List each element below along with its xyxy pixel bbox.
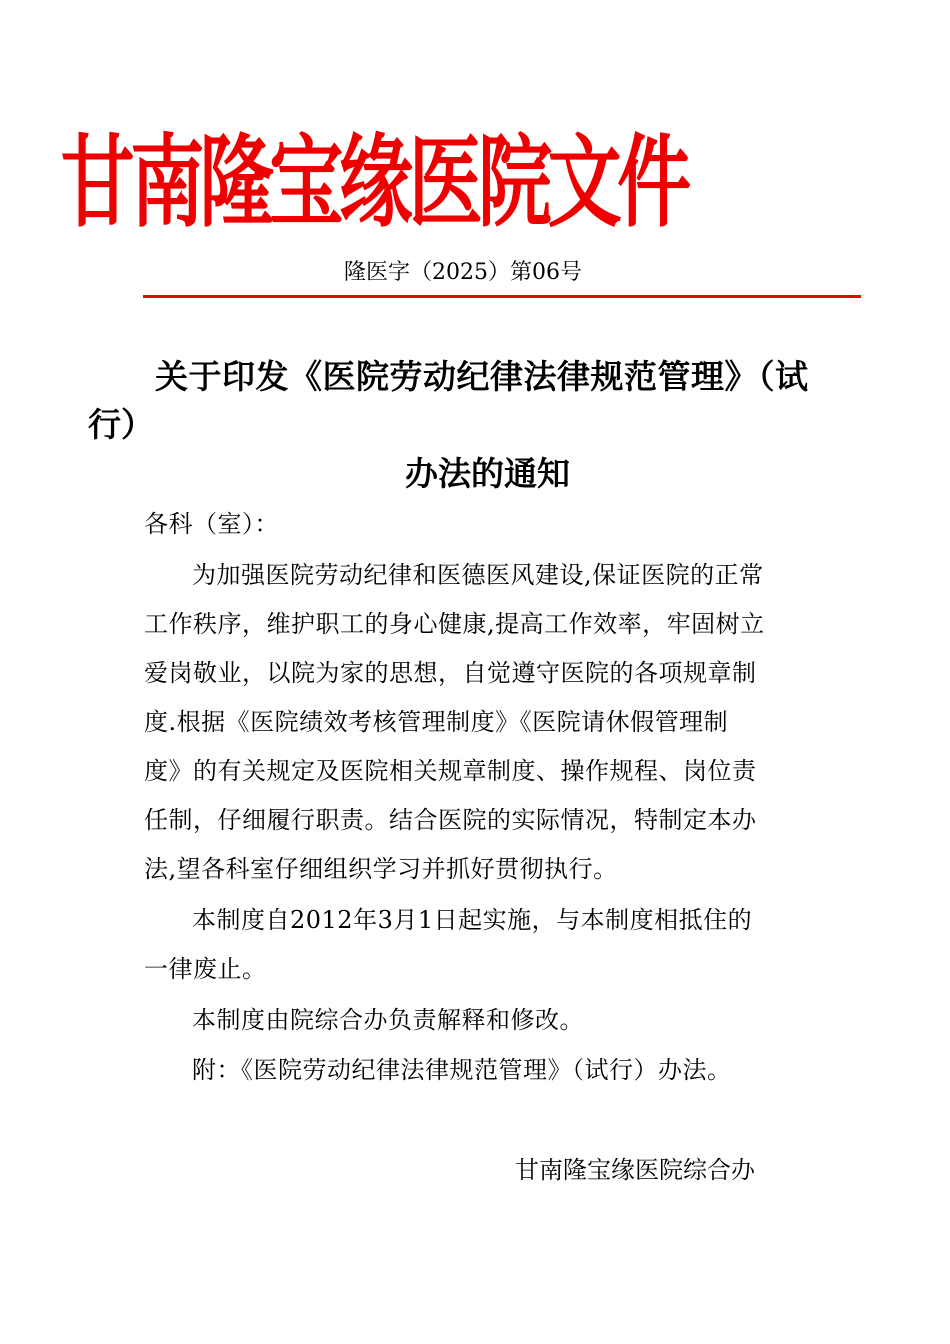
paragraph-2-line: 本制度自2012年3月1日起实施，与本制度相抵住的 xyxy=(192,906,753,934)
paragraph-1-line: 为加强医院劳动纪律和医德医风建设,保证医院的正常 xyxy=(192,561,764,589)
notice-title-line-1: 关于印发《医院劳动纪律法律规范管理》（试 xyxy=(155,357,809,396)
notice-title-line-2: 行） xyxy=(88,405,154,444)
document-number: 隆医字（2025）第06号 xyxy=(344,260,582,285)
signature-department: 甘南隆宝缘医院综合办 xyxy=(515,1156,755,1184)
paragraph-1-line: 法,望各科室仔细组织学习并抓好贯彻执行。 xyxy=(144,855,618,883)
paragraph-1-line: 度.根据《医院绩效考核管理制度》《医院请休假管理制 xyxy=(144,708,729,736)
paragraph-1-line: 任制，仔细履行职责。结合医院的实际情况，特制定本办 xyxy=(144,806,757,834)
paragraph-1-line: 度》的有关规定及医院相关规章制度、操作规程、岗位责 xyxy=(144,757,757,785)
paragraph-1-line: 爱岗敬业，以院为家的思想，自觉遵守医院的各项规章制 xyxy=(144,659,757,687)
document-header-title: 甘南隆宝缘医院文件 xyxy=(60,124,687,241)
paragraph-2-line: 一律废止。 xyxy=(144,955,267,983)
attachment-note: 附：《医院劳动纪律法律规范管理》（试行）办法。 xyxy=(192,1056,732,1084)
paragraph-3: 本制度由院综合办负责解释和修改。 xyxy=(192,1006,584,1034)
paragraph-1-line: 工作秩序，维护职工的身心健康,提高工作效率，牢固树立 xyxy=(144,610,765,638)
notice-title-line-3: 办法的通知 xyxy=(405,454,570,493)
salutation: 各科（室）： xyxy=(144,510,279,538)
header-red-rule xyxy=(143,295,861,298)
